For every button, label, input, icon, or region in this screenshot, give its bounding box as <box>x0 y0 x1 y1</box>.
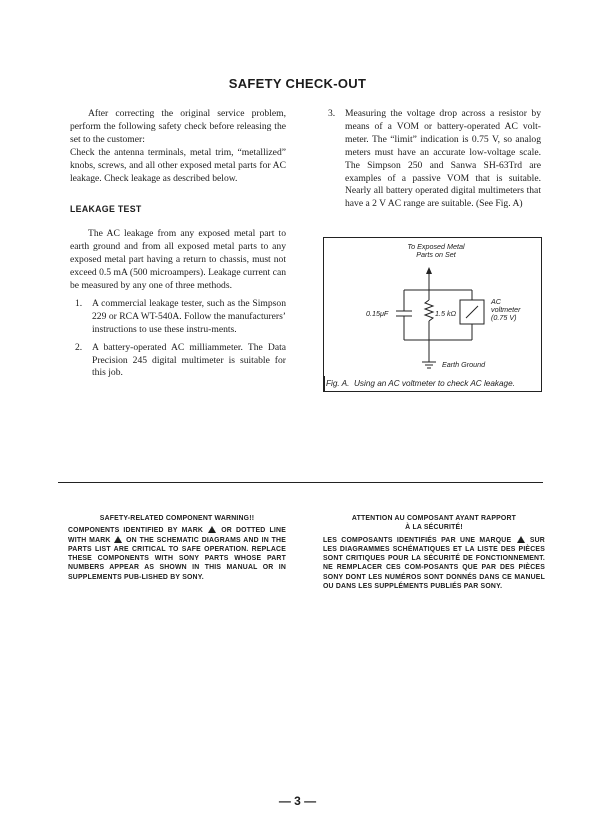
intro-paragraph: After correcting the original service problem, perform the following safety check before releasing the set to the customer: <box>70 108 286 145</box>
warning-triangle-icon <box>517 536 525 543</box>
method-number: 2. <box>75 341 83 353</box>
method-number: 3. <box>328 108 336 119</box>
method-text: Measuring the voltage drop across a resistor by means of a VOM or battery-operated AC volt-meter. The “limit” indication is 0.75 V, so analog meters must have an accurate low-voltage scale. The Simpson 250 and Sanwa SH-63Trd are examples of a passive VOM that is suitable. Nearly all battery operated digital multimeters that have a 2 V AC range are suitable. (See Fig. A) <box>345 108 541 210</box>
intro-instruction: Check the antenna terminals, metal trim, “metallized” knobs, screws, and all other exposed metal parts for AC leakage. Check leakage as described below. <box>70 146 286 184</box>
caption-divider <box>324 376 325 391</box>
warning-body <box>323 536 545 592</box>
figure-caption <box>324 377 541 391</box>
method-item-2 <box>70 342 286 381</box>
section-divider <box>58 482 543 483</box>
leakage-test-heading: LEAKAGE TEST <box>70 204 142 215</box>
method-number: 1. <box>75 297 83 309</box>
figure-label-to-exposed-metal: To Exposed Metal <box>407 242 465 251</box>
warning-text: SUR LES DIAGRAMMES SCHÉMATIQUES ET LA LISTE DES PIÈCES SONT CRITIQUES POUR LA SÉCURITÉ DE FONCTIONNEMENT. NE REMPLACER CES COM-POSANTS QUE PAR DES PIÈCES SONY DONT LES NUMÉROS SONT DONNÉS DANS CE MANUEL OU DANS LES SUPPLÉMENTS PUBLIÉS PAR SONY. <box>323 536 545 591</box>
warning-title: ATTENTION AU COMPOSANT AYANT RAPPORT <box>351 515 517 522</box>
safety-warning-english <box>68 514 286 582</box>
method-text: A commercial leakage tester, such as the Simpson 229 or RCA WT-540A. Follow the manufacturers’ instructions to use these instru-ments. <box>92 297 286 335</box>
warning-body <box>68 526 286 582</box>
warning-text: OR DOTTED LINE WITH MARK <box>68 527 287 544</box>
warning-triangle-icon <box>114 536 122 543</box>
safety-warning-french <box>323 514 545 591</box>
method-item-3 <box>323 108 541 211</box>
figure-caption-text: Using an AC voltmeter to check AC leakage. <box>354 379 515 388</box>
leakage-test-body: The AC leakage from any exposed metal part to earth ground and from all exposed metal parts to any exposed metal part having a return to chassis, must not exceed 0.5 mA (500 microampers). Leakage current can be measured by any one of three methods. <box>70 228 286 291</box>
method-item-1 <box>70 298 286 337</box>
warning-triangle-icon <box>208 526 216 533</box>
figure-label-parts-on-set: Parts on Set <box>416 250 456 259</box>
resistor-label: 1.5 kΩ <box>435 309 457 318</box>
figure-caption-number: Fig. A. <box>326 379 350 388</box>
figure-a <box>323 237 542 392</box>
warning-text: ON THE SCHEMATIC DIAGRAMS AND IN THE PARTS LIST ARE CRITICAL TO SAFE OPERATION. REPLACE THESE COMPONENTS WITH SONY PARTS WHOSE PART NUMBERS APPEAR AS SHOWN IN THIS MANUAL OR IN SUPPLEMENTS PUB-LISHED BY SONY. <box>68 536 286 581</box>
warning-title: SAFETY-RELATED COMPONENT WARNING!! <box>99 515 255 522</box>
page-title: SAFETY CHECK-OUT <box>228 76 367 91</box>
method-text: A battery-operated AC milliammeter. The Data Precision 245 digital multimeter is suitable for this job. <box>92 341 286 379</box>
meter-label-ac: AC <box>491 297 501 306</box>
left-column <box>70 108 286 380</box>
meter-label-limit: (0.75 V) <box>491 313 517 322</box>
capacitor-label: 0.15μF <box>366 309 389 318</box>
warning-text: COMPONENTS IDENTIFIED BY MARK <box>68 527 204 535</box>
meter-label-voltmeter: voltmeter <box>491 305 521 314</box>
warning-text: LES COMPOSANTS IDENTIFIÉS PAR UNE MARQUE <box>323 536 512 544</box>
earth-ground-label: Earth Ground <box>442 360 486 369</box>
warning-title: À LA SÉCURITÉ! <box>405 524 463 532</box>
right-column <box>323 108 541 211</box>
page-number: — 3 — <box>278 794 317 808</box>
